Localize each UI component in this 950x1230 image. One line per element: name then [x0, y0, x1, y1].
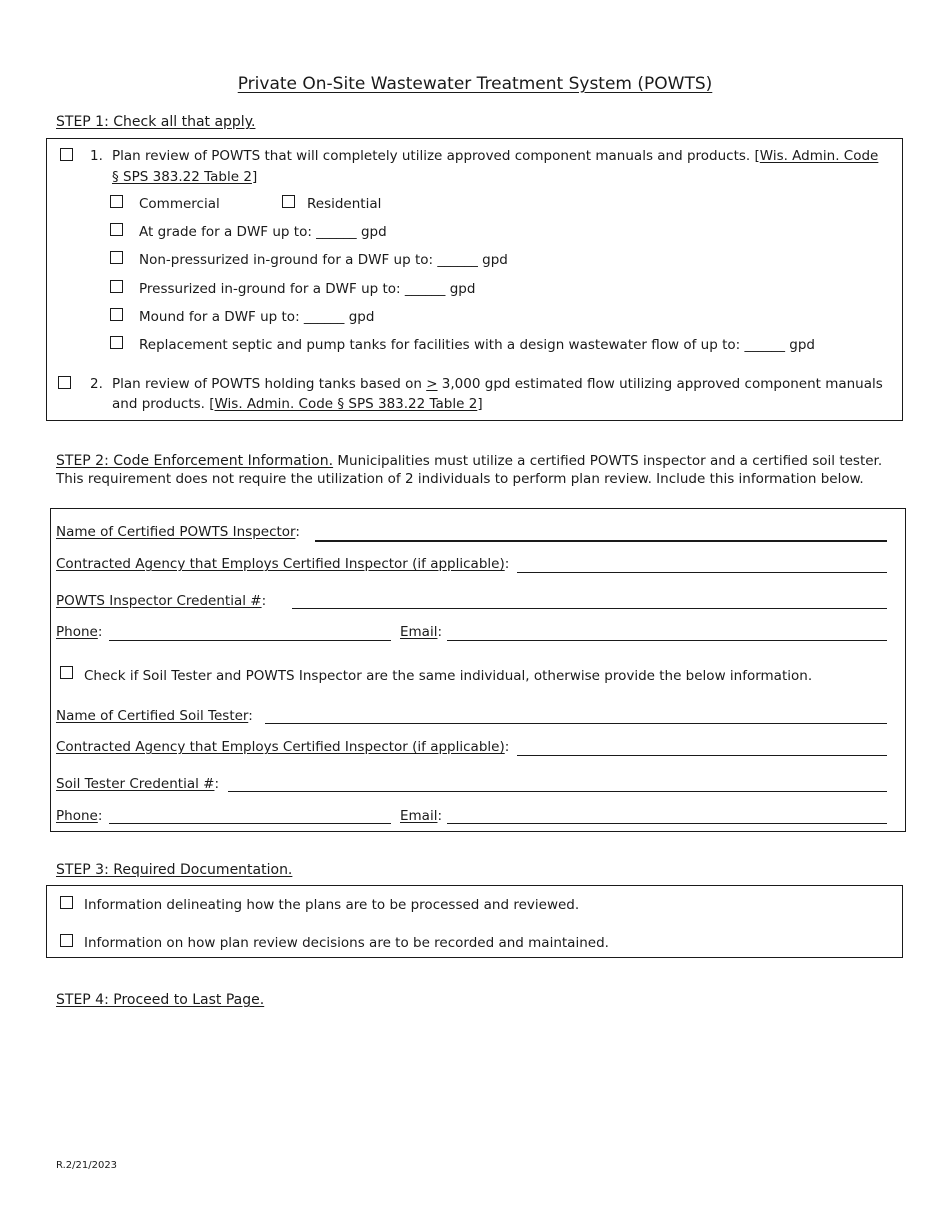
residential-label: Residential: [307, 196, 382, 212]
replacement-tanks-label: Replacement septic and pump tanks for facilities with a design wastewater flow of up to: ______ gpd: [139, 337, 815, 353]
page-title: Private On-Site Wastewater Treatment System (POWTS): [237, 74, 713, 94]
commercial-checkbox[interactable]: [110, 195, 123, 208]
item2-checkbox[interactable]: [58, 376, 71, 389]
step3-heading: STEP 3: Required Documentation.: [56, 862, 293, 878]
phone1-label: Phone:: [56, 624, 103, 640]
step3-box: [46, 885, 903, 958]
step4-heading: STEP 4: Proceed to Last Page.: [56, 992, 265, 1008]
phone2-field[interactable]: [109, 823, 391, 824]
doc1-checkbox[interactable]: [60, 896, 73, 909]
step1-heading: STEP 1: Check all that apply.: [56, 114, 256, 130]
item1-ref-link[interactable]: Wis. Admin. Code: [759, 148, 879, 164]
mound-checkbox[interactable]: [110, 308, 123, 321]
mound-label: Mound for a DWF up to: ______ gpd: [139, 309, 375, 325]
revision-date: R.2/21/2023: [56, 1160, 118, 1171]
commercial-label: Commercial: [139, 196, 220, 212]
email2-field[interactable]: [447, 823, 887, 824]
non-pressurized-checkbox[interactable]: [110, 251, 123, 264]
agency1-field[interactable]: [517, 572, 887, 573]
at-grade-checkbox[interactable]: [110, 223, 123, 236]
soil-tester-name-field[interactable]: [265, 723, 887, 724]
pressurized-checkbox[interactable]: [110, 280, 123, 293]
phone1-field[interactable]: [109, 640, 391, 641]
soil-tester-credential-label: Soil Tester Credential #:: [56, 776, 220, 792]
step2-heading: STEP 2: Code Enforcement Information.: [56, 453, 334, 469]
item2-ref-link[interactable]: Wis. Admin. Code § SPS 383.22 Table 2: [214, 396, 478, 412]
non-pressurized-label: Non-pressurized in-ground for a DWF up to: ______ gpd: [139, 252, 508, 268]
agency2-field[interactable]: [517, 755, 887, 756]
item1-checkbox[interactable]: [60, 148, 73, 161]
inspector-credential-field[interactable]: [292, 608, 887, 609]
inspector-credential-label: POWTS Inspector Credential #:: [56, 593, 267, 609]
doc2-checkbox[interactable]: [60, 934, 73, 947]
pressurized-label: Pressurized in-ground for a DWF up to: ______ gpd: [139, 281, 476, 297]
step2-box: [50, 508, 906, 832]
item2-text: Plan review of POWTS holding tanks based on > 3,000 gpd estimated flow utilizing approved component manuals: [112, 376, 883, 392]
residential-checkbox[interactable]: [282, 195, 295, 208]
doc2-label: Information on how plan review decisions are to be recorded and maintained.: [84, 935, 609, 951]
phone2-label: Phone:: [56, 808, 103, 824]
item1-ref-link-2[interactable]: § SPS 383.22 Table 2: [112, 169, 252, 185]
at-grade-label: At grade for a DWF up to: ______ gpd: [139, 224, 387, 240]
email1-label: Email:: [400, 624, 443, 640]
agency1-label: Contracted Agency that Employs Certified Inspector (if applicable):: [56, 556, 510, 572]
same-individual-label: Check if Soil Tester and POWTS Inspector are the same individual, otherwise provide the below information.: [84, 668, 813, 684]
item1-text-line2: § SPS 383.22 Table 2]: [112, 169, 258, 185]
email2-label: Email:: [400, 808, 443, 824]
inspector-name-field[interactable]: [315, 540, 887, 542]
item1-text: Plan review of POWTS that will completely utilize approved component manuals and products. [Wis. Admin. Code: [112, 148, 879, 164]
item2-text-line2: and products. [Wis. Admin. Code § SPS 383.22 Table 2]: [112, 396, 483, 412]
replacement-tanks-checkbox[interactable]: [110, 336, 123, 349]
soil-tester-name-label: Name of Certified Soil Tester:: [56, 708, 253, 724]
step1-box: [46, 138, 903, 421]
item2-number: 2.: [90, 376, 103, 392]
email1-field[interactable]: [447, 640, 887, 641]
agency2-label: Contracted Agency that Employs Certified Inspector (if applicable):: [56, 739, 510, 755]
step2-intro: STEP 2: Code Enforcement Information. Municipalities must utilize a certified POWTS inspector and a certified soil tester. This requirement does not require the utilization of 2 individuals to perform plan review. Include this information below.: [56, 453, 883, 487]
same-individual-checkbox[interactable]: [60, 666, 73, 679]
item1-number: 1.: [90, 148, 103, 164]
inspector-name-label: Name of Certified POWTS Inspector:: [56, 524, 300, 540]
doc1-label: Information delineating how the plans are to be processed and reviewed.: [84, 897, 580, 913]
soil-tester-credential-field[interactable]: [228, 791, 887, 792]
